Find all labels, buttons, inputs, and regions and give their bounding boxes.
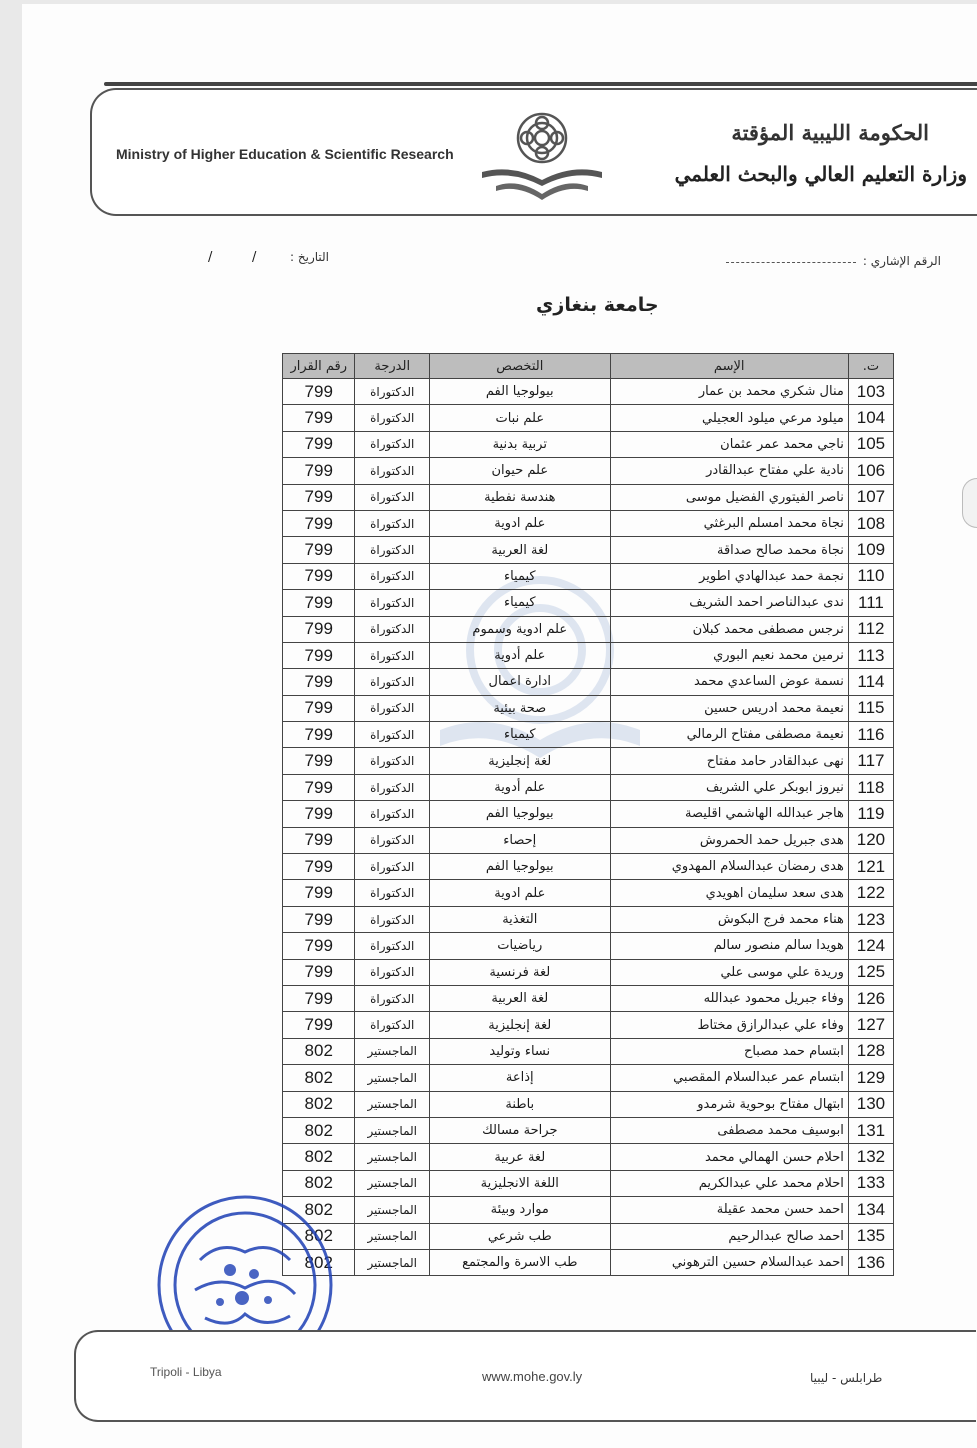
cell-number: 131 <box>848 1117 893 1143</box>
cell-degree: الدكتوراة <box>355 959 430 985</box>
cell-decision: 799 <box>283 537 355 563</box>
table-row <box>283 1197 894 1223</box>
cell-decision: 802 <box>283 1197 355 1223</box>
cell-specialty: بيولوجيا الفم <box>430 854 611 880</box>
cell-specialty: تربية بدنية <box>430 431 611 457</box>
cell-name: نهى عبدالقادر حامد مفتاح <box>610 748 848 774</box>
cell-degree: الدكتوراة <box>355 933 430 959</box>
table-row <box>283 590 894 616</box>
cell-number: 119 <box>848 801 893 827</box>
cell-decision: 799 <box>283 959 355 985</box>
cell-decision: 802 <box>283 1144 355 1170</box>
table-row <box>283 484 894 510</box>
cell-degree: الدكتوراة <box>355 484 430 510</box>
column-header-name: الإسم <box>610 354 848 379</box>
cell-degree: الدكتوراة <box>355 510 430 536</box>
table-row <box>283 510 894 536</box>
cell-degree: الماجستير <box>355 1117 430 1143</box>
table-header-row <box>283 354 894 379</box>
cell-number: 108 <box>848 510 893 536</box>
cell-name: نرجس مصطفى محمد كبلان <box>610 616 848 642</box>
cell-specialty: لغة العربية <box>430 537 611 563</box>
cell-name: ناجي محمد عمر عثمان <box>610 431 848 457</box>
table-row <box>283 1091 894 1117</box>
cell-name: هدى سعد سليمان اهويدي <box>610 880 848 906</box>
cell-name: هناء محمد فرج البكوش <box>610 906 848 932</box>
cell-number: 134 <box>848 1197 893 1223</box>
cell-name: احمد حسن محمد عقيلة <box>610 1197 848 1223</box>
cell-number: 105 <box>848 431 893 457</box>
cell-decision: 799 <box>283 722 355 748</box>
cell-degree: الدكتوراة <box>355 405 430 431</box>
table-row <box>283 1065 894 1091</box>
cell-decision: 799 <box>283 642 355 668</box>
header-top-rule <box>104 82 977 86</box>
cell-name: هويدا سالم منصور سالم <box>610 933 848 959</box>
table-row <box>283 537 894 563</box>
cell-name: احلام حسن الهمالي محمد <box>610 1144 848 1170</box>
cell-decision: 799 <box>283 458 355 484</box>
column-header-decision: رقم القرار <box>283 354 355 379</box>
cell-decision: 799 <box>283 1012 355 1038</box>
cell-number: 128 <box>848 1038 893 1064</box>
cell-specialty: لغة فرنسية <box>430 959 611 985</box>
cell-specialty: بيولوجيا الفم <box>430 379 611 405</box>
cell-number: 125 <box>848 959 893 985</box>
footer-website-link[interactable]: www.mohe.gov.ly <box>482 1369 583 1384</box>
table-row <box>283 669 894 695</box>
cell-number: 135 <box>848 1223 893 1249</box>
cell-number: 123 <box>848 906 893 932</box>
cell-decision: 802 <box>283 1249 355 1275</box>
cell-decision: 799 <box>283 669 355 695</box>
table-row <box>283 880 894 906</box>
cell-degree: الدكتوراة <box>355 669 430 695</box>
graduates-table <box>282 353 894 1276</box>
cell-specialty: كيمياء <box>430 590 611 616</box>
cell-degree: الدكتوراة <box>355 563 430 589</box>
cell-specialty: لغة إنجليزية <box>430 1012 611 1038</box>
cell-decision: 799 <box>283 827 355 853</box>
cell-degree: الماجستير <box>355 1144 430 1170</box>
page-curl-tab <box>962 478 977 528</box>
cell-number: 130 <box>848 1091 893 1117</box>
cell-degree: الماجستير <box>355 1091 430 1117</box>
cell-name: احمد عبدالسلام حسين الترهوني <box>610 1249 848 1275</box>
cell-decision: 799 <box>283 405 355 431</box>
cell-name: ناصر الفيتوري الفضيل موسى <box>610 484 848 510</box>
cell-specialty: كيمياء <box>430 722 611 748</box>
cell-name: منال شكري محمد بن عمار <box>610 379 848 405</box>
cell-specialty: التغذية <box>430 906 611 932</box>
cell-name: وفاء جبريل محمود عبدالله <box>610 985 848 1011</box>
cell-decision: 802 <box>283 1091 355 1117</box>
cell-specialty: طب شرعي <box>430 1223 611 1249</box>
cell-number: 120 <box>848 827 893 853</box>
date-label: التاريخ : <box>290 250 330 264</box>
cell-decision: 799 <box>283 985 355 1011</box>
cell-number: 103 <box>848 379 893 405</box>
cell-degree: الدكتوراة <box>355 616 430 642</box>
cell-number: 110 <box>848 563 893 589</box>
cell-number: 124 <box>848 933 893 959</box>
cell-degree: الدكتوراة <box>355 774 430 800</box>
table-row <box>283 1144 894 1170</box>
ministry-logo-icon <box>478 108 606 204</box>
cell-degree: الماجستير <box>355 1249 430 1275</box>
cell-degree: الدكتوراة <box>355 827 430 853</box>
cell-name: نعيمة محمد ادريس حسين <box>610 695 848 721</box>
cell-specialty: لغة العربية <box>430 985 611 1011</box>
cell-decision: 802 <box>283 1038 355 1064</box>
cell-degree: الدكتوراة <box>355 722 430 748</box>
cell-number: 112 <box>848 616 893 642</box>
cell-degree: الماجستير <box>355 1197 430 1223</box>
table-row <box>283 1117 894 1143</box>
ministry-name-ar: وزارة التعليم العالي والبحث العلمي <box>674 162 967 186</box>
table-row <box>283 854 894 880</box>
cell-specialty: علم ادوية <box>430 510 611 536</box>
cell-name: ابوسيف محمد مصطفى <box>610 1117 848 1143</box>
cell-specialty: لغة إنجليزية <box>430 748 611 774</box>
table-row <box>283 563 894 589</box>
government-name-ar: الحكومة الليبية المؤقتة <box>731 120 929 145</box>
university-title: جامعة بنغازي <box>536 294 659 316</box>
cell-specialty: نساء وتوليد <box>430 1038 611 1064</box>
table-row <box>283 1170 894 1196</box>
cell-name: نجاة محمد امسلم البرغثي <box>610 510 848 536</box>
cell-degree: الماجستير <box>355 1065 430 1091</box>
cell-specialty: علم حيوان <box>430 458 611 484</box>
table-row <box>283 933 894 959</box>
cell-number: 113 <box>848 642 893 668</box>
cell-specialty: ادارة اعمال <box>430 669 611 695</box>
cell-name: ابتسام حمد مصباح <box>610 1038 848 1064</box>
cell-name: هدى جبريل حمد الحمروش <box>610 827 848 853</box>
cell-degree: الدكتوراة <box>355 458 430 484</box>
cell-number: 133 <box>848 1170 893 1196</box>
cell-number: 106 <box>848 458 893 484</box>
cell-name: نادية علي مفتاح عبدالقادر <box>610 458 848 484</box>
cell-number: 104 <box>848 405 893 431</box>
cell-degree: الدكتوراة <box>355 748 430 774</box>
cell-name: هاجر عبدالله الهاشمي اقليصة <box>610 801 848 827</box>
table-row <box>283 1038 894 1064</box>
cell-number: 116 <box>848 722 893 748</box>
cell-specialty: جراحة مسالك <box>430 1117 611 1143</box>
cell-degree: الماجستير <box>355 1038 430 1064</box>
table-row <box>283 379 894 405</box>
cell-name: نسمة عوض الساعدي محمد <box>610 669 848 695</box>
cell-name: نعيمة مصطفى مفتاح الرمالي <box>610 722 848 748</box>
cell-specialty: باطنة <box>430 1091 611 1117</box>
cell-decision: 799 <box>283 431 355 457</box>
cell-name: احلام محمد علي عبدالكريم <box>610 1170 848 1196</box>
cell-specialty: اللغة الانجليزية <box>430 1170 611 1196</box>
cell-decision: 799 <box>283 510 355 536</box>
cell-number: 118 <box>848 774 893 800</box>
cell-degree: الدكتوراة <box>355 590 430 616</box>
cell-decision: 802 <box>283 1223 355 1249</box>
table-row <box>283 1223 894 1249</box>
table-row <box>283 827 894 853</box>
cell-specialty: علم نبات <box>430 405 611 431</box>
table-row <box>283 985 894 1011</box>
cell-name: وريدة علي موسى علي <box>610 959 848 985</box>
table-row <box>283 642 894 668</box>
cell-specialty: لغة عربية <box>430 1144 611 1170</box>
cell-degree: الدكتوراة <box>355 537 430 563</box>
table-row <box>283 1249 894 1275</box>
table-row <box>283 959 894 985</box>
cell-specialty: علم ادوية <box>430 880 611 906</box>
cell-degree: الدكتوراة <box>355 1012 430 1038</box>
cell-number: 122 <box>848 880 893 906</box>
table-row <box>283 458 894 484</box>
cell-number: 107 <box>848 484 893 510</box>
cell-degree: الدكتوراة <box>355 854 430 880</box>
column-header-degree: الدرجة <box>355 354 430 379</box>
cell-name: ابتسام عمر عبدالسلام المقصبي <box>610 1065 848 1091</box>
cell-degree: الدكتوراة <box>355 642 430 668</box>
column-header-number: ت. <box>848 354 893 379</box>
cell-degree: الدكتوراة <box>355 379 430 405</box>
cell-decision: 799 <box>283 801 355 827</box>
cell-degree: الدكتوراة <box>355 801 430 827</box>
cell-number: 111 <box>848 590 893 616</box>
cell-decision: 799 <box>283 748 355 774</box>
cell-name: ندى عبدالناصر احمد الشريف <box>610 590 848 616</box>
cell-specialty: علم أدوية <box>430 774 611 800</box>
cell-decision: 799 <box>283 590 355 616</box>
cell-decision: 799 <box>283 616 355 642</box>
cell-degree: الدكتوراة <box>355 985 430 1011</box>
table-row <box>283 431 894 457</box>
cell-degree: الدكتوراة <box>355 906 430 932</box>
cell-decision: 799 <box>283 484 355 510</box>
cell-decision: 799 <box>283 774 355 800</box>
cell-number: 126 <box>848 985 893 1011</box>
table-row <box>283 801 894 827</box>
cell-specialty: إحصاء <box>430 827 611 853</box>
cell-number: 127 <box>848 1012 893 1038</box>
cell-decision: 799 <box>283 933 355 959</box>
cell-name: وفاء علي عبدالرازق مختاط <box>610 1012 848 1038</box>
table-body <box>283 379 894 1276</box>
cell-specialty: علم ادوية وسموم <box>430 616 611 642</box>
cell-specialty: كيمياء <box>430 563 611 589</box>
cell-number: 114 <box>848 669 893 695</box>
ministry-name-en: Ministry of Higher Education & Scientific Research <box>116 146 454 162</box>
cell-degree: الدكتوراة <box>355 695 430 721</box>
cell-decision: 799 <box>283 854 355 880</box>
cell-decision: 799 <box>283 695 355 721</box>
footer-city-ar: طرابلس - ليبيا <box>810 1371 883 1385</box>
cell-specialty: هندسة نفطية <box>430 484 611 510</box>
cell-decision: 799 <box>283 563 355 589</box>
cell-degree: الماجستير <box>355 1223 430 1249</box>
cell-decision: 799 <box>283 379 355 405</box>
cell-specialty: رياضيات <box>430 933 611 959</box>
cell-name: هدى رمضان عبدالسلام المهدوي <box>610 854 848 880</box>
footer-city-en: Tripoli - Libya <box>150 1365 222 1379</box>
cell-name: احمد صالح عبدالرحيم <box>610 1223 848 1249</box>
table-row <box>283 695 894 721</box>
table-row <box>283 748 894 774</box>
date-separator: / <box>208 250 213 265</box>
reference-number-label: الرقم الإشاري : <box>862 254 941 268</box>
cell-name: نيروز ابوبكر علي الشريف <box>610 774 848 800</box>
date-separator: / <box>252 250 257 265</box>
cell-specialty: موارد وبيئة <box>430 1197 611 1223</box>
cell-specialty: إذاعة <box>430 1065 611 1091</box>
cell-specialty: صحة بيئية <box>430 695 611 721</box>
cell-number: 117 <box>848 748 893 774</box>
reference-number-blank <box>726 262 856 263</box>
cell-specialty: طب الاسرة والمجتمع <box>430 1249 611 1275</box>
table-row <box>283 722 894 748</box>
cell-name: نجمة حمد عبدالهادي اطوير <box>610 563 848 589</box>
cell-decision: 799 <box>283 880 355 906</box>
cell-number: 109 <box>848 537 893 563</box>
cell-number: 115 <box>848 695 893 721</box>
cell-name: نرمين محمد نعيم البوري <box>610 642 848 668</box>
cell-number: 129 <box>848 1065 893 1091</box>
cell-name: ميلود مرعي ميلود العجيلي <box>610 405 848 431</box>
cell-name: نجاة محمد صالح صداقة <box>610 537 848 563</box>
cell-decision: 802 <box>283 1170 355 1196</box>
cell-specialty: بيولوجيا الفم <box>430 801 611 827</box>
cell-decision: 799 <box>283 906 355 932</box>
cell-degree: الماجستير <box>355 1170 430 1196</box>
cell-specialty: علم أدوية <box>430 642 611 668</box>
cell-degree: الدكتوراة <box>355 431 430 457</box>
cell-number: 132 <box>848 1144 893 1170</box>
column-header-specialty: التخصص <box>430 354 611 379</box>
cell-name: ابتهال مفتاح بوحوية شرمدو <box>610 1091 848 1117</box>
table-row <box>283 1012 894 1038</box>
cell-decision: 802 <box>283 1117 355 1143</box>
cell-number: 136 <box>848 1249 893 1275</box>
cell-number: 121 <box>848 854 893 880</box>
cell-decision: 802 <box>283 1065 355 1091</box>
table-row <box>283 616 894 642</box>
cell-degree: الدكتوراة <box>355 880 430 906</box>
table-row <box>283 906 894 932</box>
table-row <box>283 405 894 431</box>
table-row <box>283 774 894 800</box>
